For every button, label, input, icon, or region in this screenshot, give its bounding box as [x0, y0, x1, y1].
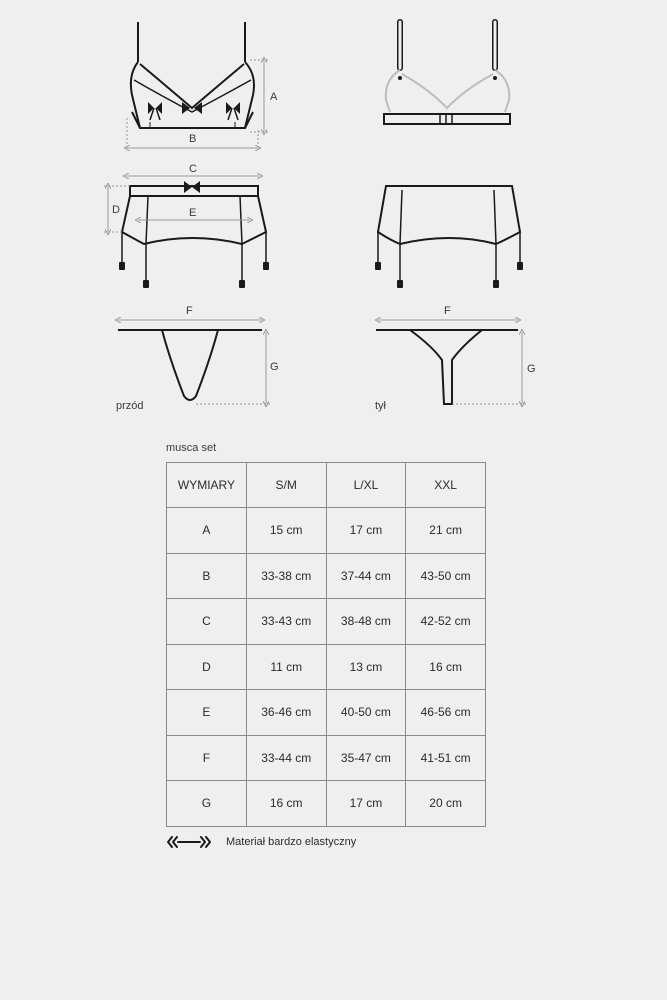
back-caption: tył	[375, 400, 386, 412]
table-header-cell: XXL	[406, 463, 486, 508]
set-name: musca set	[166, 442, 217, 454]
table-row	[167, 553, 486, 599]
thong-front-drawing	[118, 330, 262, 400]
table-cell: 20 cm	[406, 781, 486, 827]
table-cell: 33-44 cm	[246, 735, 326, 781]
dim-label-g-front: G	[270, 361, 279, 373]
table-cell: 21 cm	[406, 508, 486, 554]
table-header-cell: WYMIARY	[167, 463, 247, 508]
table-cell: B	[167, 553, 247, 599]
table-cell: 37-44 cm	[326, 553, 406, 599]
elastic-arrows-icon	[166, 836, 212, 848]
table-cell: 46-56 cm	[406, 690, 486, 736]
table-cell: G	[167, 781, 247, 827]
table-cell: 33-43 cm	[246, 599, 326, 645]
table-cell: D	[167, 644, 247, 690]
dim-label-a: A	[270, 91, 278, 103]
table-cell: 15 cm	[246, 508, 326, 554]
front-caption: przód	[116, 400, 144, 412]
dim-label-d: D	[112, 204, 120, 216]
table-row	[167, 781, 486, 827]
garment-diagram	[0, 0, 667, 440]
table-cell: 43-50 cm	[406, 553, 486, 599]
table-cell: A	[167, 508, 247, 554]
clip-icon	[375, 262, 523, 288]
dim-label-c: C	[189, 163, 197, 175]
dim-label-b: B	[189, 133, 197, 145]
table-cell: 13 cm	[326, 644, 406, 690]
table-cell: 17 cm	[326, 508, 406, 554]
table-cell: F	[167, 735, 247, 781]
table-cell: 16 cm	[406, 644, 486, 690]
table-row	[167, 508, 486, 554]
dim-label-f-back: F	[444, 305, 451, 317]
table-row	[167, 644, 486, 690]
dim-label-g-back: G	[527, 363, 536, 375]
table-cell: 36-46 cm	[246, 690, 326, 736]
table-cell: 35-47 cm	[326, 735, 406, 781]
elasticity-note-text: Materiał bardzo elastyczny	[226, 836, 357, 848]
table-cell: 16 cm	[246, 781, 326, 827]
elasticity-note	[166, 835, 356, 849]
size-table	[166, 462, 486, 827]
garter-belt-back-drawing	[378, 186, 520, 282]
table-row	[167, 599, 486, 645]
clip-icon	[119, 181, 269, 288]
table-header-row	[167, 463, 486, 508]
table-cell: 38-48 cm	[326, 599, 406, 645]
table-cell: 17 cm	[326, 781, 406, 827]
dim-label-e: E	[189, 207, 197, 219]
dim-label-f-front: F	[186, 305, 193, 317]
garter-belt-front-drawing	[122, 186, 266, 282]
table-cell: E	[167, 690, 247, 736]
table-cell: 41-51 cm	[406, 735, 486, 781]
table-cell: 42-52 cm	[406, 599, 486, 645]
table-row	[167, 690, 486, 736]
table-header-cell: S/M	[246, 463, 326, 508]
table-cell: 11 cm	[246, 644, 326, 690]
table-cell: 33-38 cm	[246, 553, 326, 599]
table-cell: 40-50 cm	[326, 690, 406, 736]
table-row	[167, 735, 486, 781]
table-header-cell: L/XL	[326, 463, 406, 508]
bra-back-drawing	[384, 22, 510, 124]
table-cell: C	[167, 599, 247, 645]
thong-back-drawing	[376, 330, 518, 404]
